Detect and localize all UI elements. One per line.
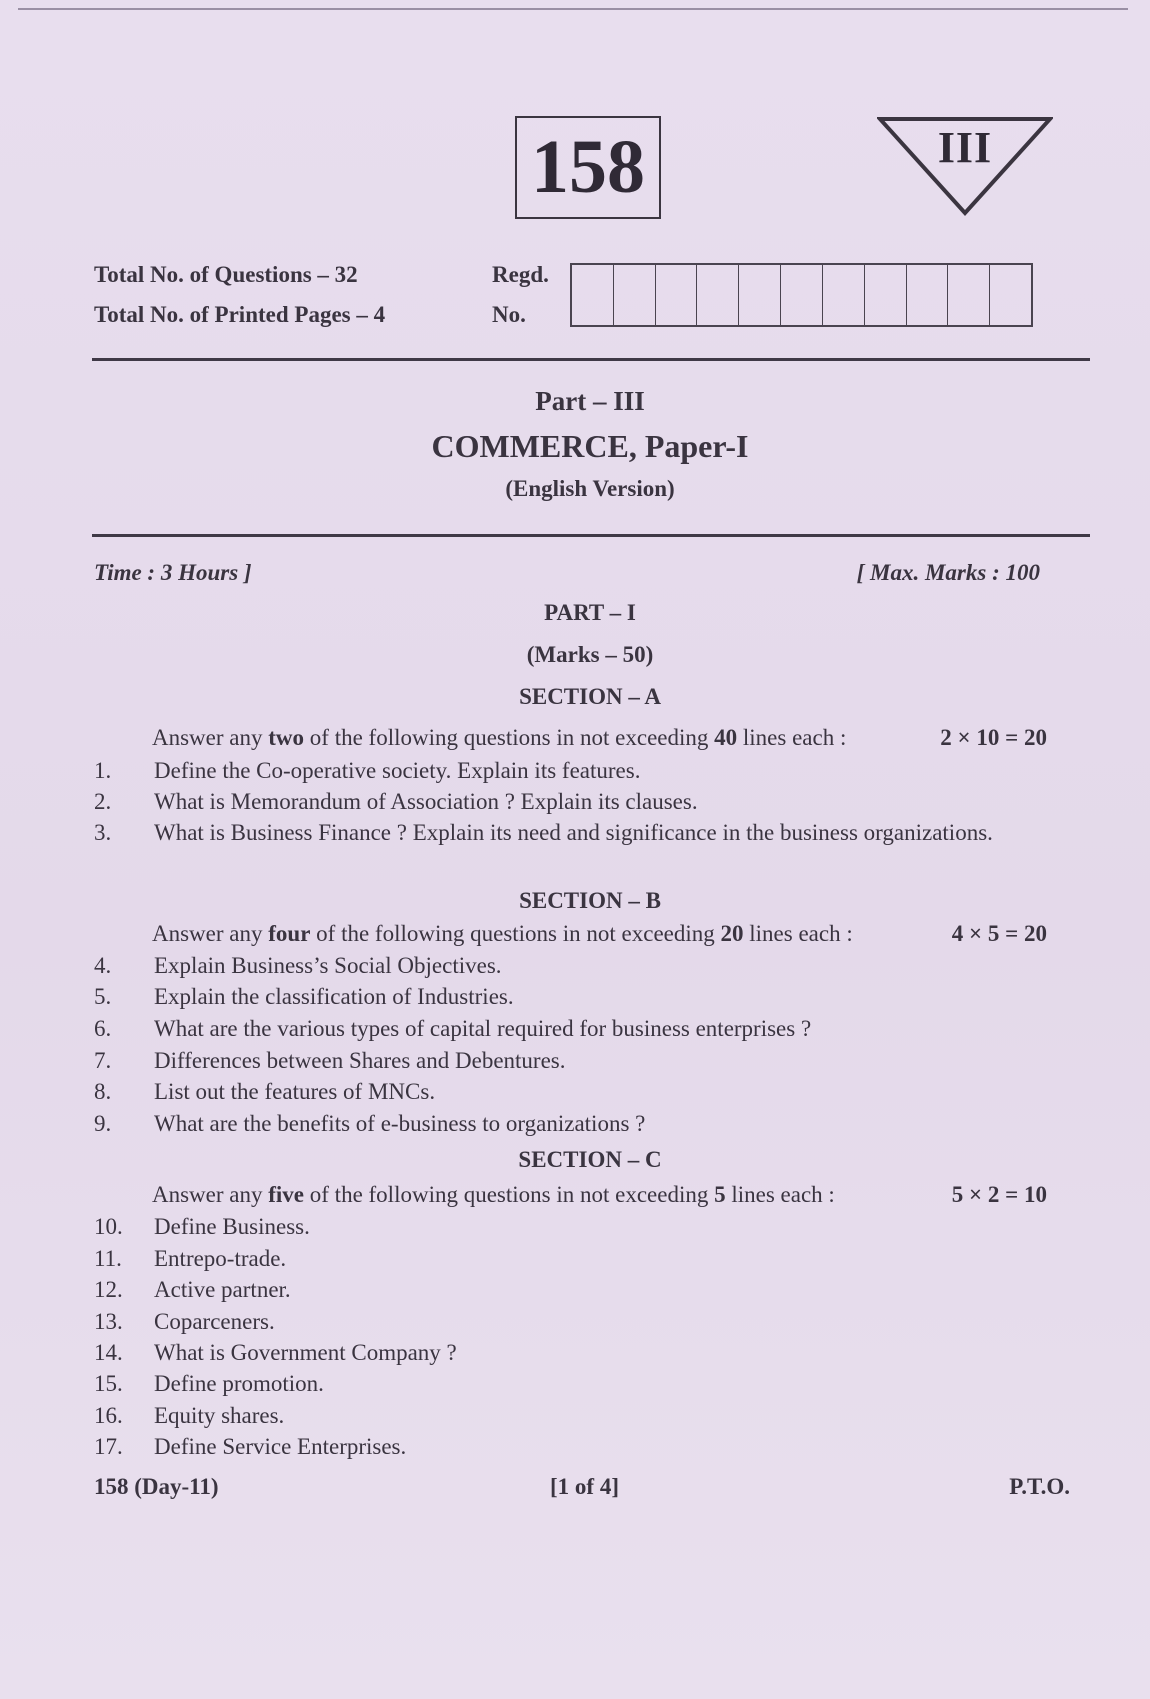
question-item: 17. Define Service Enterprises. — [94, 1434, 407, 1459]
question-item: 9. What are the benefits of e-business to organizations ? — [94, 1111, 646, 1136]
regd-number-grid[interactable] — [570, 263, 1033, 327]
section-b-instruction — [152, 921, 1047, 947]
part-i-heading: PART – I — [544, 600, 636, 625]
section-marks: 2 × 10 = 20 — [940, 725, 1047, 750]
section-marks: 4 × 5 = 20 — [951, 921, 1047, 946]
question-item: 13. Coparceners. — [94, 1309, 275, 1334]
subject-title: COMMERCE, Paper-I — [431, 428, 749, 464]
section-c-heading: SECTION – C — [518, 1147, 662, 1172]
section-c-instruction — [152, 1182, 1047, 1208]
part-i-marks: (Marks – 50) — [526, 642, 654, 667]
paper-code-box: 158 — [515, 116, 661, 219]
question-item: 8. List out the features of MNCs. — [94, 1079, 436, 1104]
grade-mark: III — [937, 123, 993, 172]
question-item: 6. What are the various types of capital required for business enterprises ? — [94, 1016, 812, 1041]
section-marks: 5 × 2 = 10 — [951, 1182, 1047, 1207]
part-title: Part – III — [535, 386, 645, 416]
section-b-heading: SECTION – B — [519, 888, 661, 913]
question-item: 2. What is Memorandum of Association ? Explain its clauses. — [94, 789, 698, 814]
top-edge-rule — [18, 8, 1128, 10]
question-item: 1. Define the Co-operative society. Explain its features. — [94, 758, 641, 783]
total-questions: Total No. of Questions – 32 — [94, 262, 358, 287]
section-a-heading: SECTION – A — [519, 684, 661, 709]
instruction-text: Answer any four of the following questions in not exceeding 20 lines each : — [152, 921, 853, 946]
question-item: 12. Active partner. — [94, 1277, 291, 1302]
question-item: 10. Define Business. — [94, 1214, 310, 1239]
question-item: 14. What is Government Company ? — [94, 1340, 457, 1365]
footer-paper-code: 158 (Day-11) — [94, 1474, 219, 1499]
question-item: 3. What is Business Finance ? Explain its need and significance in the business organizations. — [94, 820, 993, 845]
header-divider — [92, 358, 1090, 361]
version-title: (English Version) — [505, 476, 675, 501]
instruction-text: Answer any five of the following questions in not exceeding 5 lines each : — [152, 1182, 835, 1207]
regd-no-label: No. — [492, 302, 526, 327]
section-a-instruction — [152, 725, 1047, 751]
question-item: 15. Define promotion. — [94, 1371, 324, 1396]
question-item: 16. Equity shares. — [94, 1403, 285, 1428]
question-item: 5. Explain the classification of Industries. — [94, 984, 514, 1009]
question-item: 7. Differences between Shares and Debentures. — [94, 1048, 566, 1073]
footer-pto: P.T.O. — [1009, 1474, 1070, 1499]
question-item: 4. Explain Business’s Social Objectives. — [94, 953, 502, 978]
instruction-text: Answer any two of the following questions in not exceeding 40 lines each : — [152, 725, 847, 750]
footer-page-number: [1 of 4] — [550, 1474, 619, 1499]
max-marks: [ Max. Marks : 100 — [856, 560, 1040, 585]
regd-label: Regd. — [492, 262, 549, 287]
title-divider — [92, 534, 1090, 537]
time-allowed: Time : 3 Hours ] — [94, 560, 252, 585]
total-pages: Total No. of Printed Pages – 4 — [94, 302, 386, 327]
question-item: 11. Entrepo-trade. — [94, 1246, 287, 1271]
